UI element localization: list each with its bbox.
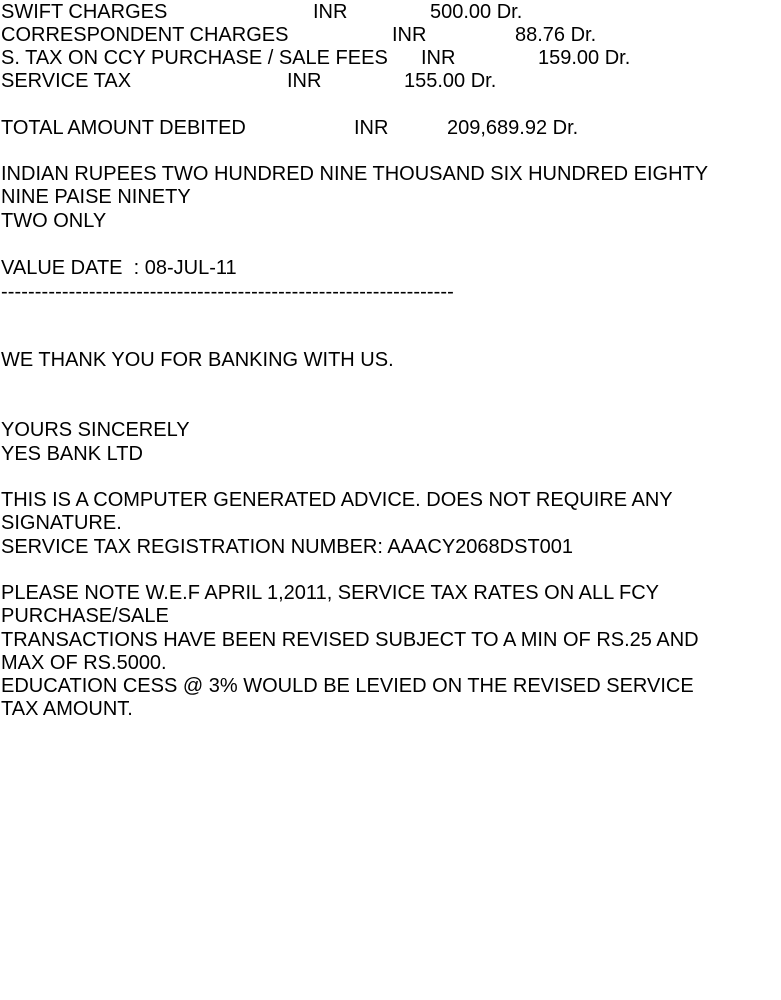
tax-registration-number: SERVICE TAX REGISTRATION NUMBER: AAACY2068DST001 [1,535,574,558]
tax-note-line: TRANSACTIONS HAVE BEEN REVISED SUBJECT TO A MIN OF RS.25 AND [1,628,699,651]
charge-amount: 155.00 Dr. [404,70,497,92]
total-label: TOTAL AMOUNT DEBITED [1,117,246,139]
charge-currency: INR [392,24,427,46]
tax-note-line: MAX OF RS.5000. [1,651,167,674]
tax-note-line: TAX AMOUNT. [1,698,133,721]
service-tax-note [1,582,761,722]
charge-label: S. TAX ON CCY PURCHASE / SALE FEES [1,47,388,69]
charge-currency: INR [313,1,348,23]
tax-note-line: PLEASE NOTE W.E.F APRIL 1,2011, SERVICE TAX RATES ON ALL FCY [1,582,660,604]
charge-row-correspondent [0,24,781,47]
amount-words-line: NINE PAISE NINETY [1,186,191,209]
amount-words-line: INDIAN RUPEES TWO HUNDRED NINE THOUSAND SIX HUNDRED EIGHTY [1,163,709,185]
thank-you-message: WE THANK YOU FOR BANKING WITH US. [1,349,394,371]
total-amount: 209,689.92 Dr. [447,117,579,139]
charge-amount: 88.76 Dr. [515,24,597,46]
notice-line: SIGNATURE. [1,512,122,535]
amount-words-line: TWO ONLY [1,209,107,232]
tax-note-line: EDUCATION CESS @ 3% WOULD BE LEVIED ON THE REVISED SERVICE [1,675,694,698]
notice-line: THIS IS A COMPUTER GENERATED ADVICE. DOES NOT REQUIRE ANY [1,489,673,511]
charge-label: CORRESPONDENT CHARGES [1,24,289,46]
separator-line: ------------------------------------------------------------------- [1,281,454,303]
charge-row-service-tax [0,70,781,93]
amount-in-words [1,163,761,233]
tax-note-line: PURCHASE/SALE [1,605,169,628]
charge-row-swift [0,1,781,24]
computer-generated-notice [1,489,761,559]
closing-salutation: YOURS SINCERELY [1,419,190,441]
charge-label: SWIFT CHARGES [1,1,168,23]
charge-currency: INR [421,47,456,69]
charge-currency: INR [287,70,322,92]
bank-name: YES BANK LTD [1,443,143,465]
total-row [0,117,781,140]
charge-row-stax-ccy [0,47,781,70]
charge-amount: 159.00 Dr. [538,47,631,69]
charge-label: SERVICE TAX [1,70,132,92]
charge-amount: 500.00 Dr. [430,1,523,23]
total-currency: INR [354,117,389,139]
value-date: VALUE DATE : 08-JUL-11 [1,257,237,279]
